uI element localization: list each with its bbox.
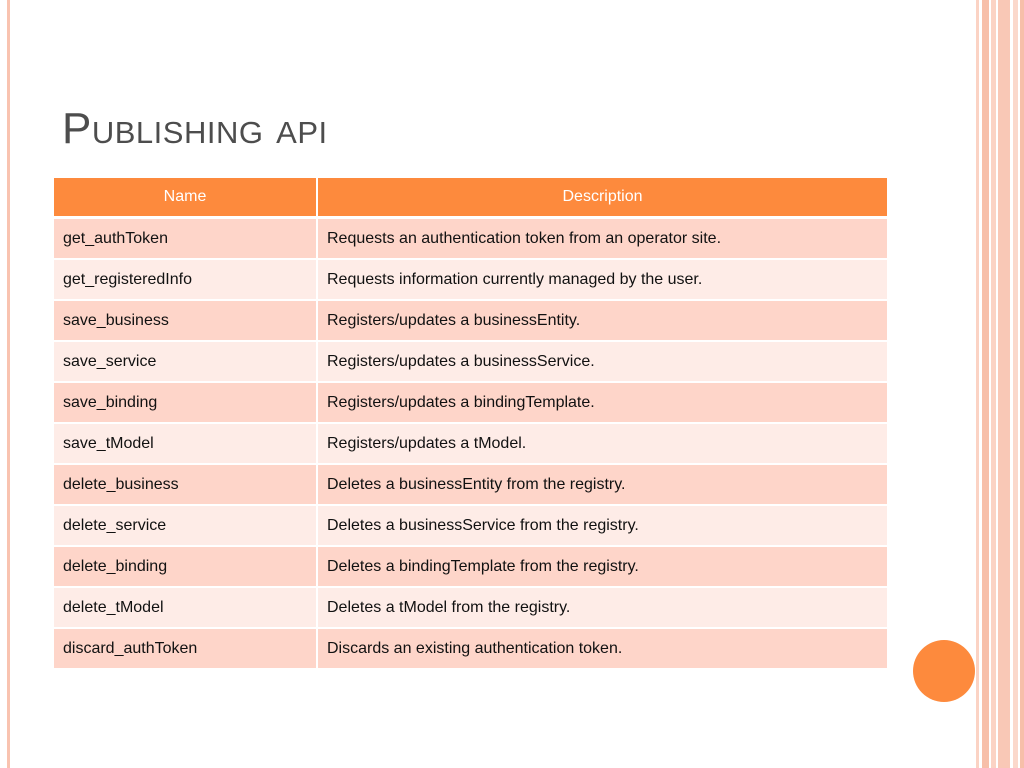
cell-description: Discards an existing authentication token. — [317, 628, 888, 669]
column-header-name: Name — [53, 178, 317, 218]
cell-name: save_service — [53, 341, 317, 382]
cell-name: save_binding — [53, 382, 317, 423]
cell-description: Registers/updates a tModel. — [317, 423, 888, 464]
table-row — [53, 300, 888, 341]
cell-name: delete_tModel — [53, 587, 317, 628]
table-row — [53, 505, 888, 546]
table-row — [53, 628, 888, 669]
cell-description: Registers/updates a businessService. — [317, 341, 888, 382]
cell-name: discard_authToken — [53, 628, 317, 669]
table-row — [53, 546, 888, 587]
table-header-row — [53, 178, 888, 218]
cell-name: save_tModel — [53, 423, 317, 464]
table-row — [53, 423, 888, 464]
decorative-orange-circle — [913, 640, 975, 702]
table-row — [53, 464, 888, 505]
right-border-stripe — [1020, 0, 1024, 768]
right-border-stripe — [976, 0, 979, 768]
cell-description: Deletes a tModel from the registry. — [317, 587, 888, 628]
table-row — [53, 218, 888, 260]
cell-description: Registers/updates a businessEntity. — [317, 300, 888, 341]
table-row — [53, 259, 888, 300]
left-border-line — [7, 0, 10, 768]
cell-name: get_registeredInfo — [53, 259, 317, 300]
table-row — [53, 382, 888, 423]
cell-description: Deletes a businessEntity from the registry. — [317, 464, 888, 505]
cell-name: delete_service — [53, 505, 317, 546]
slide-title: Publishing api — [62, 104, 328, 153]
table-row — [53, 341, 888, 382]
right-border-stripe — [1013, 0, 1018, 768]
table-row — [53, 587, 888, 628]
right-border-stripe — [991, 0, 996, 768]
right-border-stripe — [998, 0, 1010, 768]
cell-description: Deletes a bindingTemplate from the registry. — [317, 546, 888, 587]
cell-description: Requests an authentication token from an operator site. — [317, 218, 888, 260]
cell-description: Deletes a businessService from the registry. — [317, 505, 888, 546]
right-border-stripe — [982, 0, 989, 768]
cell-name: delete_business — [53, 464, 317, 505]
cell-name: delete_binding — [53, 546, 317, 587]
cell-name: save_business — [53, 300, 317, 341]
cell-name: get_authToken — [53, 218, 317, 260]
api-table — [52, 178, 889, 670]
cell-description: Requests information currently managed by the user. — [317, 259, 888, 300]
cell-description: Registers/updates a bindingTemplate. — [317, 382, 888, 423]
column-header-description: Description — [317, 178, 888, 218]
